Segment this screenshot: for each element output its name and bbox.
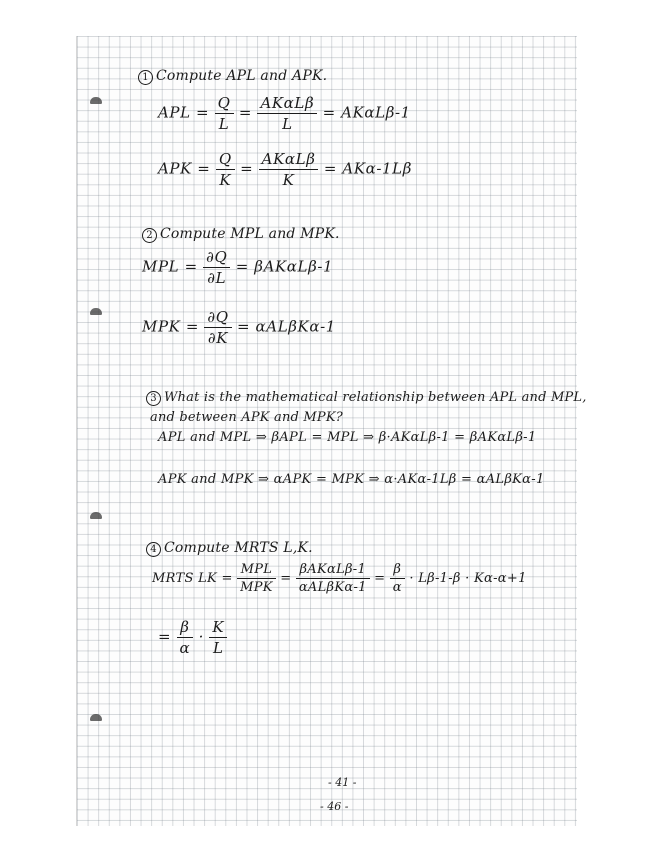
mpk-rhs: = αALβKα-1 xyxy=(237,317,336,336)
fraction: $\frac{\beta}{\alpha}$ xyxy=(390,562,405,595)
fraction: $\frac{\text{MPL}}{\text{MPK}}$ xyxy=(237,562,276,595)
question-line1: What is the mathematical relationship between APL and MPL, xyxy=(164,390,587,405)
binder-hole xyxy=(90,97,102,104)
apk-mpk-relationship: APK and MPK ⇒ αAPK = MPK ⇒ α·AKα-1Lβ = αALβKα-1 xyxy=(158,472,545,487)
heading-text: Compute MPL and MPK. xyxy=(160,226,340,242)
section3-question xyxy=(146,390,587,406)
fraction: $\frac{\text{AKαLβ}}{L}$ xyxy=(257,94,317,133)
apk-equation: APK = $\frac{Q}{K}$ = $\frac{\text{AKαLβ}}{K}$ = AKα-1Lβ xyxy=(158,150,413,189)
binder-hole xyxy=(90,512,102,519)
mrts-lhs: MRTS LK = xyxy=(152,571,233,586)
fraction: $\frac{Q}{K}$ xyxy=(216,150,235,189)
apk-rhs: = AKα-1Lβ xyxy=(323,159,413,178)
section-number: 4 xyxy=(146,542,161,557)
apl-lhs: APL = xyxy=(158,103,210,122)
outer-page-number: - 46 - xyxy=(320,800,349,813)
binder-hole xyxy=(90,714,102,721)
mpl-equation xyxy=(142,248,333,287)
apl-rhs: = AKαLβ-1 xyxy=(322,103,411,122)
binder-hole xyxy=(90,308,102,315)
mpl-rhs: = βAKαLβ-1 xyxy=(235,257,334,276)
mpk-equation xyxy=(142,308,336,347)
heading-text: Compute MRTS L,K. xyxy=(164,540,313,556)
mpk-lhs: MPK = xyxy=(142,317,199,336)
apk-lhs: APK = xyxy=(158,159,211,178)
fraction: $\frac{\text{βAKαLβ-1}}{\text{αALβKα-1}}$ xyxy=(296,562,370,595)
heading-text: Compute APL and APK. xyxy=(156,68,328,84)
inner-page-number: - 41 - xyxy=(328,776,357,789)
question-line2: and between APK and MPK? xyxy=(150,410,343,425)
section4-heading xyxy=(146,540,313,557)
mrts-tail: · Lβ-1-β · Kα-α+1 xyxy=(409,571,527,586)
apl-equation: APL = $\frac{Q}{L}$ = $\frac{\text{AKαLβ}}{L}$ = AKαLβ-1 xyxy=(158,94,411,133)
fraction: $\frac{K}{L}$ xyxy=(209,618,227,657)
mpl-lhs: MPL = xyxy=(142,257,198,276)
mrts-final: = $\frac{\beta}{\alpha}$ · $\frac{K}{L}$ xyxy=(158,618,227,657)
fraction: $\frac{\partial Q}{\partial L}$ xyxy=(203,248,230,287)
fraction: $\frac{\beta}{\alpha}$ xyxy=(177,618,194,657)
section-number: 1 xyxy=(138,70,153,85)
section1-heading xyxy=(138,68,327,85)
section2-heading xyxy=(142,226,340,243)
section-number: 2 xyxy=(142,228,157,243)
fraction: $\frac{Q}{L}$ xyxy=(215,94,234,133)
apl-mpl-relationship: APL and MPL ⇒ βAPL = MPL ⇒ β·AKαLβ-1 = βAKαLβ-1 xyxy=(158,430,537,445)
mrts-equation: MRTS LK = $\frac{\text{MPL}}{\text{MPK}}$ = $\frac{\text{βAKαLβ-1}}{\text{αALβKα-1}}$ = $\frac{\beta}{\alpha}$ · Lβ-1-β · Kα-α+1 xyxy=(152,562,527,595)
fraction: $\frac{\text{AKαLβ}}{K}$ xyxy=(259,150,319,189)
section-number: 3 xyxy=(146,391,161,406)
fraction: $\frac{\partial Q}{\partial K}$ xyxy=(204,308,231,347)
